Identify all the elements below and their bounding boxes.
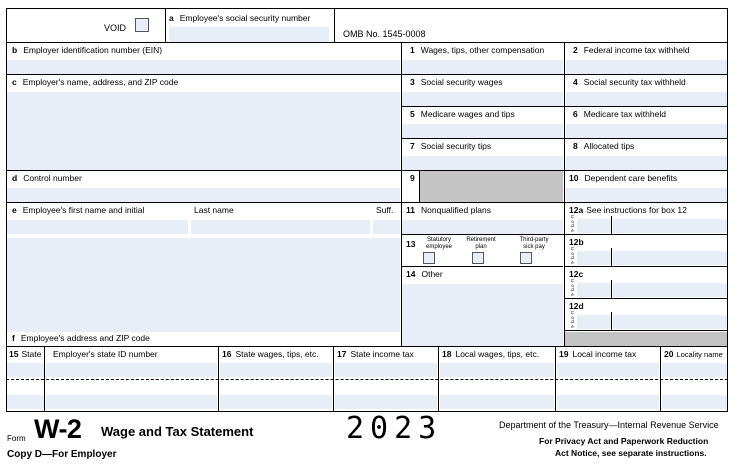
box-a-label: a Employee's social security number <box>169 13 311 23</box>
box-3-label: 3 Social security wages <box>410 77 503 87</box>
box-18-text: Local wages, tips, etc. <box>455 349 540 359</box>
state-row2-18-field[interactable] <box>440 395 554 409</box>
line <box>555 346 556 412</box>
line <box>611 312 612 330</box>
box-8-label: 8 Allocated tips <box>573 141 635 151</box>
third-party-sick-pay-label: Third-party sick pay <box>519 237 549 250</box>
box-14-text: Other <box>421 269 443 279</box>
department-label: Department of the Treasury—Internal Revenue Service <box>499 420 719 430</box>
employee-address-field[interactable] <box>7 238 400 332</box>
box-b-text: Employer identification number (EIN) <box>23 45 163 55</box>
box-11-field[interactable] <box>402 220 563 234</box>
box-15-text: State <box>21 349 42 359</box>
box-2-label: 2 Federal income tax withheld <box>573 45 690 55</box>
line <box>218 346 219 412</box>
ein-field[interactable] <box>7 60 400 74</box>
line <box>401 266 563 267</box>
box-9-label: 9 <box>410 173 415 183</box>
void-label: VOID <box>104 23 127 33</box>
box-1-text: Wages, tips, other compensation <box>420 45 545 55</box>
ssn-field[interactable] <box>169 27 329 42</box>
line <box>6 202 728 203</box>
state-row1-16-field[interactable] <box>220 363 332 377</box>
box-12b-amount-field[interactable] <box>613 251 727 265</box>
box-12a-amount-field[interactable] <box>613 219 727 233</box>
state-row2-20-field[interactable] <box>662 395 727 409</box>
box-16-label: 16 State wages, tips, etc. <box>222 349 319 359</box>
box-1-label: 1 Wages, tips, other compensation <box>410 45 545 55</box>
dashed-separator <box>6 379 728 380</box>
state-row1-19-field[interactable] <box>557 363 659 377</box>
box-5-label: 5 Medicare wages and tips <box>410 109 515 119</box>
form-title: Wage and Tax Statement <box>101 424 254 439</box>
box-10-text: Dependent care benefits <box>584 173 678 183</box>
box-f-text: Employee's address and ZIP code <box>20 333 150 343</box>
employer-address-field[interactable] <box>7 92 400 170</box>
privacy-notice-2: Act Notice, see separate instructions. <box>555 448 707 458</box>
code-text-12c: C o d e <box>570 278 575 297</box>
box-c-text: Employer's name, address, and ZIP code <box>22 77 179 87</box>
box-b-label: b Employer identification number (EIN) <box>12 45 163 55</box>
privacy-notice-1: For Privacy Act and Paperwork Reduction <box>539 436 709 446</box>
line <box>6 346 728 347</box>
box-12c-amount-field[interactable] <box>613 283 727 297</box>
box-d-label: d Control number <box>12 173 82 183</box>
line <box>611 248 612 266</box>
box-14-label: 14 Other <box>406 269 443 279</box>
line <box>401 42 402 346</box>
box-12a-text: See instructions for box 12 <box>586 205 687 215</box>
box-7-label: 7 Social security tips <box>410 141 492 151</box>
box-4-field[interactable] <box>566 92 727 106</box>
box-3-text: Social security wages <box>420 77 503 87</box>
box-7-text: Social security tips <box>420 141 492 151</box>
code-text-12b: C o d e <box>570 246 575 265</box>
box-9-shaded <box>420 171 563 203</box>
line <box>6 42 728 43</box>
box-15-id-label: Employer's state ID number <box>53 349 158 359</box>
box-2-field[interactable] <box>566 60 727 74</box>
box-3-field[interactable] <box>402 92 563 106</box>
box-12-bottom-shaded <box>565 332 728 346</box>
state-row1-20-field[interactable] <box>662 363 727 377</box>
last-name-label: Last name <box>194 205 234 215</box>
box-19-label: 19 Local income tax <box>559 349 637 359</box>
employee-suffix-field[interactable] <box>373 220 400 234</box>
box-2-text: Federal income tax withheld <box>583 45 690 55</box>
box-10-field[interactable] <box>566 188 727 202</box>
state-row2-16-field[interactable] <box>220 395 332 409</box>
code-text-12d: C o d e <box>570 310 575 329</box>
retirement-plan-checkbox[interactable] <box>472 252 484 264</box>
line <box>6 74 728 75</box>
line <box>565 330 728 331</box>
box-1-field[interactable] <box>402 60 563 74</box>
suffix-label: Suff. <box>376 205 394 215</box>
statutory-employee-label: Statutory employee <box>425 237 452 250</box>
box-12b-code-field[interactable] <box>577 251 611 265</box>
state-row1-15id-field[interactable] <box>46 363 217 377</box>
box-11-text: Nonqualified plans <box>421 205 491 215</box>
line <box>165 8 166 42</box>
line <box>44 346 45 412</box>
box-12a-code-field[interactable] <box>577 219 611 233</box>
line <box>6 170 728 171</box>
box-f-label: f Employee's address and ZIP code <box>12 333 150 343</box>
employee-last-name-field[interactable] <box>191 220 370 234</box>
void-checkbox[interactable] <box>135 18 149 32</box>
box-19-text: Local income tax <box>572 349 637 359</box>
line <box>660 346 661 412</box>
line <box>333 346 334 412</box>
statutory-employee-checkbox[interactable] <box>423 252 435 264</box>
state-row2-19-field[interactable] <box>557 395 659 409</box>
line <box>6 8 728 9</box>
tax-year: 2023 <box>346 411 443 446</box>
box-13-label: 13 <box>406 239 416 249</box>
box-e-label: e Employee's first name and initial <box>12 205 145 215</box>
box-8-text: Allocated tips <box>583 141 635 151</box>
box-20-label: 20 Locality name <box>664 349 723 359</box>
box-5-field[interactable] <box>402 124 563 138</box>
third-party-sick-pay-checkbox[interactable] <box>520 252 532 264</box>
box-12b-label: 12b <box>569 237 584 247</box>
line <box>727 8 728 412</box>
box-5-text: Medicare wages and tips <box>420 109 515 119</box>
box-7-field[interactable] <box>402 156 563 170</box>
form-id: W-2 <box>34 414 82 444</box>
state-row2-17-field[interactable] <box>335 395 437 409</box>
box-15-label: 15 State <box>9 349 42 359</box>
control-number-field[interactable] <box>7 188 400 202</box>
box-12c-code-field[interactable] <box>577 283 611 297</box>
line <box>611 280 612 298</box>
box-12d-code-field[interactable] <box>577 315 611 329</box>
box-6-label: 6 Medicare tax withheld <box>573 109 666 119</box>
box-12d-label: 12d <box>569 301 584 311</box>
omb-number: OMB No. 1545-0008 <box>343 29 426 39</box>
line <box>6 8 7 412</box>
state-row2-15id-field[interactable] <box>46 395 217 409</box>
line <box>564 42 565 346</box>
box-a-text: Employee's social security number <box>179 13 311 23</box>
box-11-label: 11 Nonqualified plans <box>406 205 491 215</box>
box-20-text: Locality name <box>676 350 723 359</box>
box-18-label: 18 Local wages, tips, etc. <box>442 349 540 359</box>
form-word: Form <box>7 434 26 443</box>
line <box>334 8 335 42</box>
copy-label: Copy D—For Employer <box>7 449 117 460</box>
box-4-label: 4 Social security tax withheld <box>573 77 686 87</box>
box-12d-amount-field[interactable] <box>613 315 727 329</box>
box-6-field[interactable] <box>566 124 727 138</box>
box-17-text: State income tax <box>350 349 414 359</box>
box-c-label: c Employer's name, address, and ZIP code <box>12 77 179 87</box>
box-e-text: Employee's first name and initial <box>22 205 145 215</box>
box-10-label: 10 Dependent care benefits <box>569 173 678 183</box>
line <box>611 216 612 234</box>
box-4-text: Social security tax withheld <box>583 77 686 87</box>
line <box>565 266 728 267</box>
retirement-plan-label: Retirement plan <box>466 237 496 250</box>
state-row2-15-field[interactable] <box>7 395 44 409</box>
code-text-12a: C o d e <box>570 214 575 233</box>
state-row1-17-field[interactable] <box>335 363 437 377</box>
box-17-label: 17 State income tax <box>337 349 414 359</box>
employee-first-name-field[interactable] <box>7 220 188 234</box>
line <box>438 346 439 412</box>
box-12c-label: 12c <box>569 269 584 279</box>
box-16-text: State wages, tips, etc. <box>235 349 319 359</box>
box-12a-label: 12a See instructions for box 12 <box>569 205 687 215</box>
box-8-field[interactable] <box>566 156 727 170</box>
box-6-text: Medicare tax withheld <box>583 109 666 119</box>
box-14-field[interactable] <box>402 284 563 346</box>
state-row1-18-field[interactable] <box>440 363 554 377</box>
line <box>565 298 728 299</box>
state-row1-15-field[interactable] <box>7 363 44 377</box>
box-d-text: Control number <box>23 173 82 183</box>
